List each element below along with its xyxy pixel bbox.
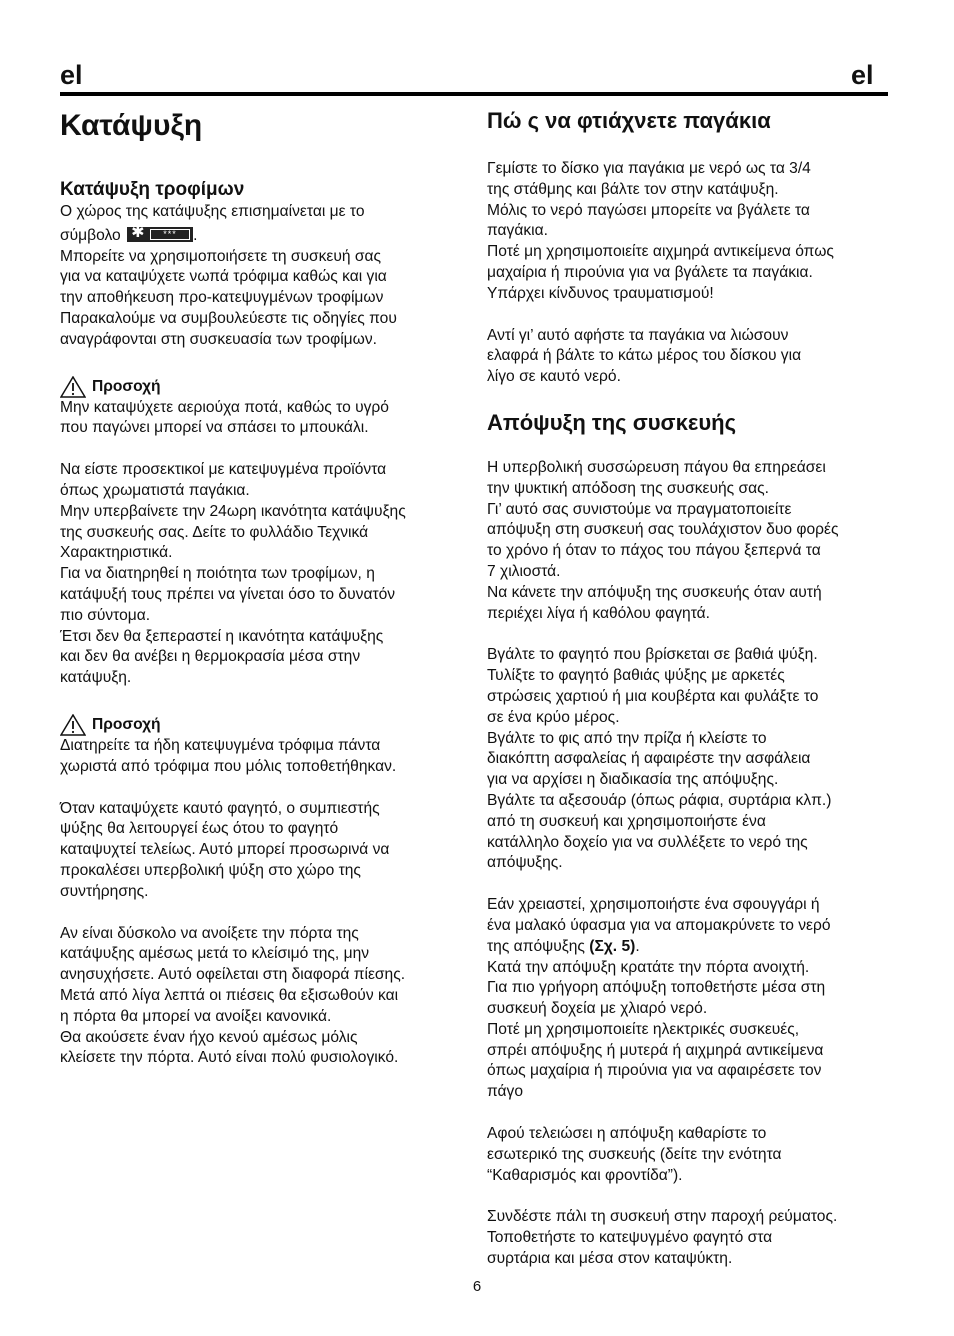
text-line: σε ένα κρύο μέρος.	[487, 708, 620, 726]
header-rule	[60, 92, 888, 96]
paragraph-door	[60, 924, 470, 1070]
paragraph-cleaning	[487, 1124, 897, 1186]
section-title-freezing: Κατάψυξη	[60, 109, 203, 142]
warning-text-1	[60, 398, 470, 440]
text-line: Να κάνετε την απόψυξη της συσκευής όταν αυτή	[487, 583, 822, 601]
text-line: κλείσετε την πόρτα. Αυτό είναι πολύ φυσιολογικό.	[60, 1049, 399, 1067]
text-line: το χρόνο ή όταν το πάχος του πάγου ξεπερνά τα	[487, 542, 821, 560]
text-line: όπως μαχαίρια ή πιρούνια για να αφαιρέσετε τον	[487, 1062, 822, 1080]
text-line: “Καθαρισμός και φροντίδα”).	[487, 1166, 683, 1184]
text-line: Μετά από λίγα λεπτά οι πιέσεις θα εξισωθούν και	[60, 986, 399, 1004]
text-line: Υπάρχει κίνδυνος τραυματισμού!	[487, 284, 714, 302]
text-line: Μην καταψύχετε αεριούχα ποτά, καθώς το υγρό	[60, 398, 389, 416]
paragraph-reconnect	[487, 1207, 897, 1269]
text-line: Εάν χρειαστεί, χρησιμοποιήστε ένα σφουγγάρι ή	[487, 896, 820, 914]
sponge-lines	[487, 895, 897, 937]
figure-ref-bold: (Σχ. 5)	[589, 937, 636, 955]
text-line: Αν είναι δύσκολο να ανοίξετε την πόρτα της	[60, 924, 359, 942]
paragraph-ice-melt	[487, 326, 897, 388]
text-line: Ποτέ μη χρησιμοποιείτε ηλεκτρικές συσκευές,	[487, 1020, 800, 1038]
paragraph-defrost-steps	[487, 645, 897, 874]
language-code-left: el	[60, 60, 83, 90]
paragraph-frost-buildup	[487, 458, 897, 624]
text-line: στρώσεις χαρτιού ή μια κουβέρτα και φυλάξτε το	[487, 687, 819, 705]
paragraph-sponge	[487, 895, 897, 1103]
text-line: απόψυξη στη συσκευή σας τουλάχιστον δυο φορές	[487, 521, 839, 539]
text-line: Συνδέστε πάλι τη συσκευή στην παροχή ρεύματος.	[487, 1208, 838, 1226]
text-line: ένα μαλακό ύφασμα για να απομακρύνετε το νερό	[487, 916, 831, 934]
text-line: Γι’ αυτό σας συνιστούμε να πραγματοποιείτε	[487, 500, 792, 518]
text-line: όπως χρωματιστά παγάκια.	[60, 481, 250, 499]
text-line: Τυλίξτε το φαγητό βαθιάς ψύξης με αρκετές	[487, 667, 785, 685]
text-line: Βγάλτε τα αξεσουάρ (όπως ράφια, συρτάρια κλπ.)	[487, 791, 832, 809]
text-line: κατάψυξή τους πρέπει να γίνεται όσο το δυνατόν	[60, 585, 396, 603]
warning-triangle-icon	[60, 376, 86, 398]
section-title-ice-cubes: Πώ ς να φτιάχνετε παγάκια	[487, 108, 771, 133]
text-line: διακόπτη ασφαλείας ή αφαιρέστε την ασφάλεια	[487, 750, 811, 768]
text-line: Κατά την απόψυξη κρατάτε την πόρτα ανοιχτή.	[487, 958, 810, 976]
text-line: που παγώνει μπορεί να σπάσει το μπουκάλι.	[60, 419, 369, 437]
text-line: Μπορείτε να χρησιμοποιήσετε τη συσκευή σας	[60, 247, 382, 265]
intro-text	[60, 202, 470, 223]
text-line: Η υπερβολική συσσώρευση πάγου θα επηρεάσει	[487, 458, 826, 476]
text-line: η πόρτα θα μπορεί να ανοίξει κανονικά.	[60, 1007, 332, 1025]
text-line: Να είστε προσεκτικοί με κατεψυγμένα προϊόντα	[60, 461, 387, 479]
text-line: περιέχει λίγα ή καθόλου φαγητά.	[487, 604, 710, 622]
text-line: από τη συσκευή και χρησιμοποιήστε ένα	[487, 812, 766, 830]
text-line: Τοποθετήστε το κατεψυγμένο φαγητό στα	[487, 1229, 773, 1247]
text-line: την ψυκτική απόδοση της συσκευής σας.	[487, 479, 769, 497]
text-line: Μόλις το νερό παγώσει μπορείτε να βγάλετε τα	[487, 201, 810, 219]
text-line: συντήρησης.	[60, 882, 149, 900]
text-line: της στάθμης και βάλτε τον στην κατάψυξη.	[487, 180, 779, 198]
text-line: αναγράφονται στη συσκευασία των τροφίμων.	[60, 330, 377, 348]
text-line: Αντί γι’ αυτό αφήστε τα παγάκια να λιώσουν	[487, 326, 789, 344]
text-line: Αφού τελειώσει η απόψυξη καθαρίστε το	[487, 1125, 767, 1143]
subsection-title-freezing-food: Κατάψυξη τροφίμων	[60, 179, 245, 200]
page-number: 6	[472, 1278, 482, 1295]
text-line: ανησυχήσετε. Αυτό οφείλεται στη διαφορά πίεσης.	[60, 966, 406, 984]
paragraph-caution	[60, 460, 470, 689]
figure-ref-prefix: της απόψυξης	[487, 937, 590, 955]
text-line: σπρέι απόψυξης ή μυτερά ή αιχμηρά αντικείμενα	[487, 1041, 824, 1059]
text-line: ελαφρά ή βάλτε το κάτω μέρος του δίσκου για	[487, 347, 802, 365]
warning-heading-1	[60, 376, 470, 398]
text-line: Μην υπερβαίνετε την 24ωρη ικανότητα κατάψυξης	[60, 502, 406, 520]
text-line: συρτάρια και μέσα στον καταψύκτη.	[487, 1250, 733, 1268]
text-line: κατάψυξης αμέσως μετά το κλείσιμό της, μην	[60, 945, 370, 963]
text-line: 7 χιλιοστά.	[487, 562, 561, 580]
text-line: Βγάλτε το φαγητό που βρίσκεται σε βαθιά ψύξη.	[487, 646, 818, 664]
text-line: Γεμίστε το δίσκο για παγάκια με νερό ως τα 3/4	[487, 160, 811, 177]
symbol-line	[60, 223, 470, 247]
warning-heading-2	[60, 714, 470, 736]
text-line: Βγάλτε το φις από την πρίζα ή κλείστε το	[487, 729, 767, 747]
text-line: Έτσι δεν θα ξεπεραστεί η ικανότητα κατάψυξης	[60, 627, 384, 645]
left-column	[60, 100, 470, 1069]
warning-label-1: Προσοχή	[92, 377, 161, 395]
text-line: ψύξης θα λειτουργεί έως ότου το φαγητό	[60, 820, 339, 838]
warning-text-2	[60, 736, 470, 778]
text-line: κατάψυξη.	[60, 669, 132, 687]
text-line: χωριστά από τρόφιμα που μόλις τοποθετήθηκαν.	[60, 757, 397, 775]
text-line: για να καταψύχετε νωπά τρόφιμα καθώς και για	[60, 268, 387, 286]
text-line: Θα ακούσετε έναν ήχο κενού αμέσως μόλις	[60, 1028, 358, 1046]
warning-label-2: Προσοχή	[92, 715, 161, 733]
figure-ref-suffix: .	[635, 937, 640, 955]
text-line: πιο σύντομα.	[60, 606, 151, 624]
text-line: Όταν καταψύχετε καυτό φαγητό, ο συμπιεστής	[60, 799, 380, 817]
text-line: της συσκευής σας. Δείτε το φυλλάδιο Τεχνικά	[60, 523, 369, 541]
text-line: παγάκια.	[487, 222, 548, 240]
text-line: για να αρχίσει η διαδικασία της απόψυξης.	[487, 771, 779, 789]
warning-triangle-icon	[60, 714, 86, 736]
text-line: Παρακαλούμε να συμβουλεύεστε τις οδηγίες που	[60, 309, 397, 327]
figure-reference-line	[487, 937, 897, 958]
language-code-right: el	[851, 60, 874, 90]
paragraph-usage	[60, 247, 470, 351]
text-line: κατάλληλο δοχείο για να συλλέξετε το νερό της	[487, 833, 808, 851]
text-line: Ο χώρος της κατάψυξης επισημαίνεται με το	[60, 203, 365, 220]
paragraph-hot-food	[60, 799, 470, 903]
text-line: Διατηρείτε τα ήδη κατεψυγμένα τρόφιμα πάντα	[60, 736, 381, 754]
text-line: Για να διατηρηθεί η ποιότητα των τροφίμων, η	[60, 565, 375, 583]
text-line: Για πιο γρήγορη απόψυξη τοποθετήστε μέσα στη	[487, 979, 826, 997]
text-line: και δεν θα ανέβει η θερμοκρασία μέσα στην	[60, 648, 361, 666]
text-line: λίγο σε καυτό νερό.	[487, 368, 621, 386]
sponge-rest-lines	[487, 958, 897, 1104]
symbol-prefix: σύμβολο	[60, 226, 121, 244]
freezer-star-symbol-icon: ✱ ***	[127, 227, 193, 242]
text-line: Χαρακτηριστικά.	[60, 544, 173, 562]
right-column	[487, 100, 897, 1270]
text-line: καταψυχτεί τελείως. Αυτό μπορεί προσωρινά να	[60, 841, 390, 859]
text-line: την αποθήκευση προ-κατεψυγμένων τροφίμων	[60, 289, 384, 307]
section-title-defrosting: Απόψυξη της συσκευής	[487, 409, 737, 435]
text-line: συσκευή δοχεία με χλιαρό νερό.	[487, 1000, 708, 1018]
text-line: απόψυξης.	[487, 854, 563, 872]
paragraph-ice-tray	[487, 159, 897, 305]
text-line: προκαλέσει υπερβολική ψύξη στο χώρο της	[60, 861, 361, 879]
text-line: πάγο	[487, 1083, 524, 1101]
text-line: εσωτερικό της συσκευής (δείτε την ενότητα	[487, 1145, 782, 1163]
symbol-suffix: .	[193, 226, 198, 244]
text-line: μαχαίρια ή πιρούνια για να βγάλετε τα παγάκια.	[487, 263, 813, 281]
text-line: Ποτέ μη χρησιμοποιείτε αιχμηρά αντικείμενα όπως	[487, 243, 834, 261]
